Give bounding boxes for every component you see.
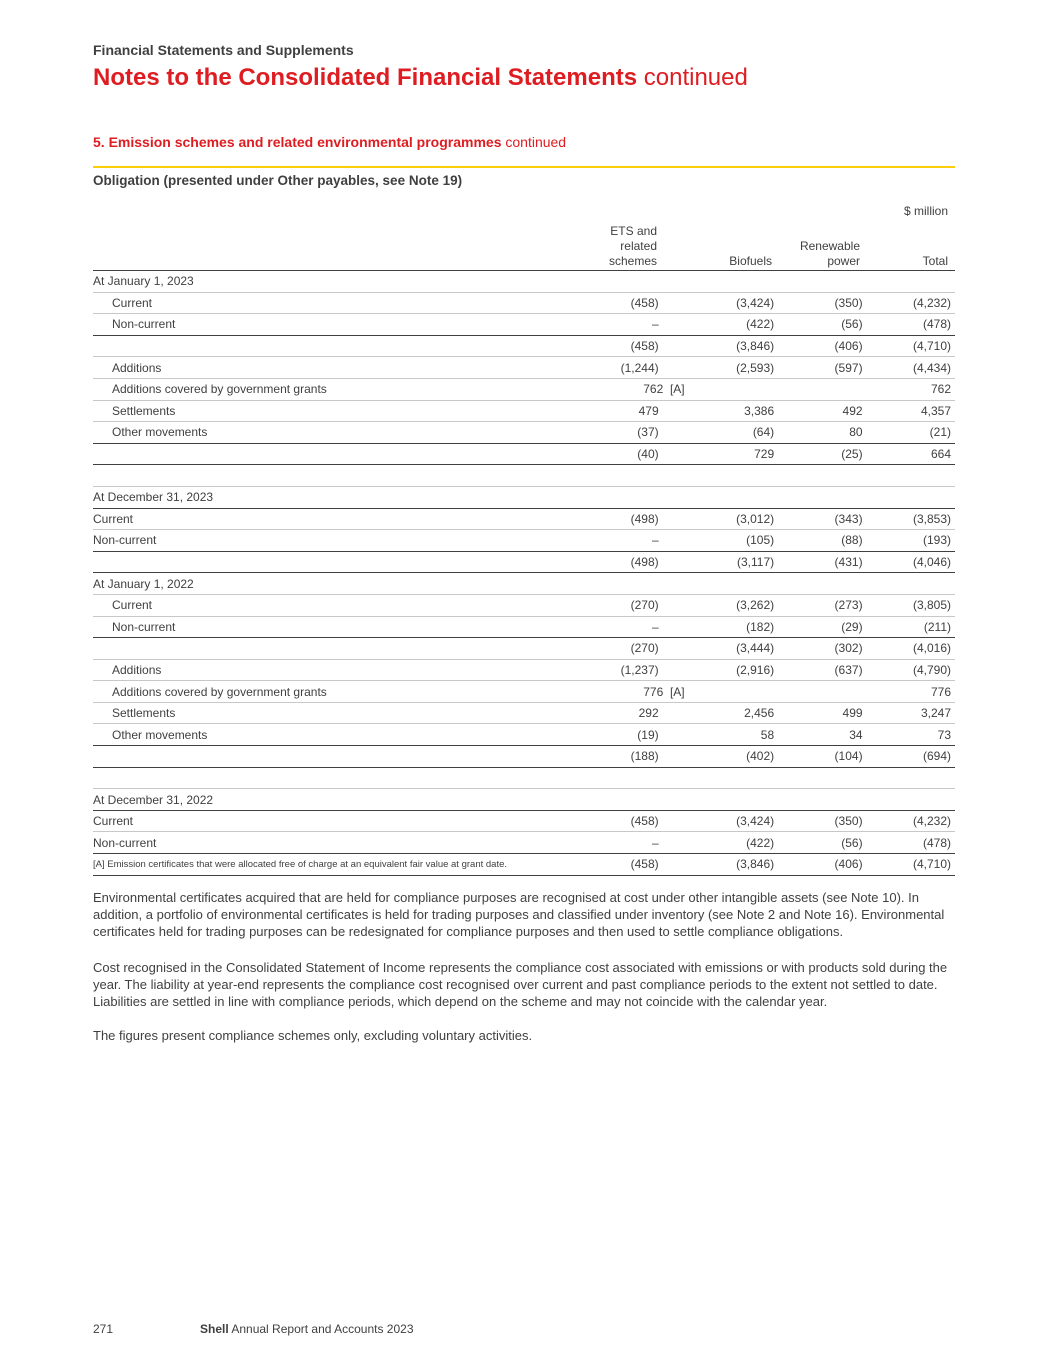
- cell-value: 3,386: [663, 400, 779, 422]
- cell-value: 3,247: [867, 702, 955, 724]
- cell-value: [867, 486, 955, 508]
- cell-value: (193): [867, 530, 955, 552]
- row-label: Settlements: [93, 400, 575, 422]
- cell-value: [663, 573, 779, 595]
- page-title-suffix: continued: [643, 64, 748, 91]
- cell-value: 664: [867, 443, 955, 465]
- table-row: [93, 789, 955, 811]
- cell-value: (3,262): [663, 594, 779, 616]
- cell-value: (478): [867, 314, 955, 336]
- cell-value: (498): [575, 508, 662, 530]
- cell-value: 729: [663, 443, 779, 465]
- cell-value: (431): [778, 551, 866, 573]
- cell-value: [575, 271, 662, 292]
- row-label: Additions: [93, 357, 575, 379]
- paragraph: Cost recognised in the Consolidated Statement of Income represents the compliance cost associated with emissions or with products sold during the year. The liability at year-end represents the compliance cost recognised over current and past compliance periods to the extent not settled to date. Liabilities are settled in line with compliance periods, which depend on the scheme and may not coincide with the calendar year.: [93, 960, 948, 1010]
- cell-value: 492: [778, 400, 866, 422]
- report-name: Annual Report and Accounts 2023: [231, 1322, 414, 1336]
- row-label: At December 31, 2022: [93, 789, 575, 811]
- section-title-suffix: continued: [505, 134, 567, 150]
- row-label: [93, 638, 575, 660]
- page-title: [93, 64, 748, 92]
- footnote: [A] Emission certificates that were allocated free of charge at an equivalent fair value at grant date.: [93, 859, 508, 870]
- row-label: Current: [93, 810, 575, 832]
- cell-value: [663, 767, 779, 789]
- table-row: [93, 638, 955, 660]
- cell-value: (3,424): [663, 810, 779, 832]
- cell-value: 479: [575, 400, 662, 422]
- cell-value: (458): [575, 810, 662, 832]
- table-row: [93, 616, 955, 638]
- cell-value: [663, 465, 779, 487]
- brand-name: Shell: [200, 1322, 229, 1336]
- row-label: Non-current: [93, 314, 575, 336]
- cell-value: [778, 486, 866, 508]
- footer-brand: [200, 1322, 414, 1336]
- column-header-biofuels: Biofuels: [729, 254, 772, 268]
- cell-value: 4,357: [867, 400, 955, 422]
- cell-value: (88): [778, 530, 866, 552]
- row-label: [93, 767, 575, 789]
- table-row: [93, 594, 955, 616]
- table-row: [93, 486, 955, 508]
- accent-divider: [93, 166, 955, 168]
- row-label: Additions: [93, 659, 575, 681]
- row-label: Non-current: [93, 832, 575, 854]
- cell-value: [778, 465, 866, 487]
- cell-value: (2,916): [663, 659, 779, 681]
- cell-value: (56): [778, 832, 866, 854]
- footnote-marker: [A]: [669, 684, 685, 699]
- row-label: Non-current: [93, 616, 575, 638]
- table-row: [93, 659, 955, 681]
- cell-value: (422): [663, 314, 779, 336]
- table-row: [93, 422, 955, 444]
- row-label: Other movements: [93, 422, 575, 444]
- cell-value: (40): [575, 443, 662, 465]
- row-label: Additions covered by government grants: [93, 378, 575, 400]
- cell-value: [778, 789, 866, 811]
- cell-value: (273): [778, 594, 866, 616]
- cell-value: (4,016): [867, 638, 955, 660]
- table-row: [93, 530, 955, 552]
- column-header-ets: [560, 224, 657, 269]
- table-row: [93, 702, 955, 724]
- cell-value: 776: [867, 681, 955, 703]
- cell-value: (406): [778, 335, 866, 357]
- cell-value: (1,244): [575, 357, 662, 379]
- units-label: $ million: [903, 204, 948, 218]
- cell-value: (637): [778, 659, 866, 681]
- cell-value: (105): [663, 530, 779, 552]
- obligation-table-body: [93, 271, 955, 875]
- cell-value: (21): [867, 422, 955, 444]
- cell-value: (19): [575, 724, 662, 746]
- cell-value: (64): [663, 422, 779, 444]
- cell-value: (4,434): [867, 357, 955, 379]
- cell-value: 499: [778, 702, 866, 724]
- cell-value: [575, 486, 662, 508]
- cell-value: [778, 681, 866, 703]
- cell-value: (498): [575, 551, 662, 573]
- cell-value: –: [575, 832, 662, 854]
- cell-value: (25): [778, 443, 866, 465]
- cell-value: (478): [867, 832, 955, 854]
- column-header-ets-line3: schemes: [608, 254, 657, 268]
- cell-value-text: 776: [643, 684, 664, 699]
- cell-value: 2,456: [663, 702, 779, 724]
- cell-value: [867, 573, 955, 595]
- row-label: At January 1, 2022: [93, 573, 575, 595]
- row-label: Current: [93, 292, 575, 314]
- cell-value: (3,805): [867, 594, 955, 616]
- row-label: At January 1, 2023: [93, 271, 575, 292]
- cell-value: 80: [778, 422, 866, 444]
- cell-value: –: [575, 314, 662, 336]
- cell-value: –: [575, 616, 662, 638]
- row-label: At December 31, 2023: [93, 486, 575, 508]
- row-label: Current: [93, 594, 575, 616]
- page-title-main: Notes to the Consolidated Financial Statements: [93, 64, 638, 91]
- paragraph: Environmental certificates acquired that are held for compliance purposes are recognised at cost under other intangible assets (see Note 10). In addition, a portfolio of environmental certificates is held for trading purposes and classified under inventory (see Note 2 and Note 16). Environmental certificates held for trading purposes can be redesignated for compliance purposes and then used to settle compliance obligations.: [93, 890, 945, 940]
- table-row: [93, 681, 955, 703]
- cell-value: 73: [867, 724, 955, 746]
- cell-value: [778, 271, 866, 292]
- cell-value: (270): [575, 594, 662, 616]
- cell-value: (211): [867, 616, 955, 638]
- obligation-table: [93, 271, 955, 876]
- table-row: [93, 746, 955, 768]
- cell-value: [867, 271, 955, 292]
- table-row: [93, 357, 955, 379]
- cell-value: (3,853): [867, 508, 955, 530]
- cell-value: (4,710): [867, 335, 955, 357]
- table-row: [93, 832, 955, 854]
- cell-value: [597, 681, 684, 703]
- column-header-total: Total: [922, 254, 948, 268]
- cell-value: [778, 378, 866, 400]
- column-header-ets-line2: related: [620, 239, 657, 253]
- cell-value: (3,424): [663, 292, 779, 314]
- cell-value: (422): [663, 832, 779, 854]
- cell-value: (458): [575, 854, 662, 876]
- cell-value: (3,117): [663, 551, 779, 573]
- cell-value: (1,237): [575, 659, 662, 681]
- cell-value: (4,232): [867, 292, 955, 314]
- cell-value: (56): [778, 314, 866, 336]
- cell-value: (597): [778, 357, 866, 379]
- cell-value: [867, 789, 955, 811]
- cell-value: (458): [575, 292, 662, 314]
- table-row: [93, 314, 955, 336]
- cell-value: (4,046): [867, 551, 955, 573]
- cell-value: [575, 767, 662, 789]
- row-label: Additions covered by government grants: [93, 681, 575, 703]
- cell-value: (37): [575, 422, 662, 444]
- row-label: Other movements: [93, 724, 575, 746]
- table-title: Obligation (presented under Other payables, see Note 19): [93, 173, 463, 188]
- row-label: [93, 746, 575, 768]
- cell-value: [663, 486, 779, 508]
- cell-value: 58: [663, 724, 779, 746]
- cell-value: (182): [663, 616, 779, 638]
- table-row: [93, 400, 955, 422]
- cell-value: 292: [575, 702, 662, 724]
- header-supertitle: Financial Statements and Supplements: [93, 42, 354, 58]
- paragraph: The figures present compliance schemes only, excluding voluntary activities.: [93, 1028, 533, 1043]
- column-header-renewable-line1: Renewable: [799, 239, 860, 253]
- cell-value: (302): [778, 638, 866, 660]
- cell-value: (694): [867, 746, 955, 768]
- table-row: [93, 443, 955, 465]
- cell-value: [663, 789, 779, 811]
- cell-value: (4,790): [867, 659, 955, 681]
- table-row: [93, 551, 955, 573]
- cell-value: 762: [867, 378, 955, 400]
- section-title-main: 5. Emission schemes and related environmental programmes: [93, 134, 502, 150]
- cell-value: (402): [663, 746, 779, 768]
- cell-value: (188): [575, 746, 662, 768]
- table-row: [93, 335, 955, 357]
- cell-value: [663, 271, 779, 292]
- cell-value: (4,232): [867, 810, 955, 832]
- cell-value: [575, 465, 662, 487]
- column-header-ets-line1: ETS and: [610, 224, 657, 238]
- row-label: Current: [93, 508, 575, 530]
- cell-value: [575, 789, 662, 811]
- cell-value: [778, 573, 866, 595]
- cell-value: [867, 767, 955, 789]
- cell-value: (3,444): [663, 638, 779, 660]
- table-row: [93, 767, 955, 789]
- cell-value: 34: [778, 724, 866, 746]
- cell-value: (2,593): [663, 357, 779, 379]
- section-title: [93, 134, 566, 150]
- cell-value: (29): [778, 616, 866, 638]
- cell-value: (350): [778, 292, 866, 314]
- row-label: [93, 551, 575, 573]
- table-row: [93, 378, 955, 400]
- table-row: [93, 292, 955, 314]
- cell-value: (4,710): [867, 854, 955, 876]
- cell-value: (458): [575, 335, 662, 357]
- page-number: 271: [93, 1322, 114, 1336]
- table-row: [93, 271, 955, 292]
- cell-value: (104): [778, 746, 866, 768]
- row-label: [93, 335, 575, 357]
- cell-value: (270): [575, 638, 662, 660]
- row-label: Settlements: [93, 702, 575, 724]
- cell-value: (3,012): [663, 508, 779, 530]
- column-header-renewable-line2: power: [827, 254, 860, 268]
- cell-value: [575, 573, 662, 595]
- table-row: [93, 724, 955, 746]
- cell-value: [597, 378, 684, 400]
- table-row: [93, 465, 955, 487]
- cell-value: (343): [778, 508, 866, 530]
- table-row: [93, 508, 955, 530]
- cell-value: –: [575, 530, 662, 552]
- cell-value: (350): [778, 810, 866, 832]
- cell-value-text: 762: [643, 382, 664, 397]
- column-header-renewable: [780, 239, 860, 269]
- footnote-marker: [A]: [669, 382, 685, 397]
- row-label: [93, 465, 575, 487]
- cell-value: (3,846): [663, 335, 779, 357]
- row-label: [93, 443, 575, 465]
- row-label: Non-current: [93, 530, 575, 552]
- cell-value: [778, 767, 866, 789]
- table-row: [93, 810, 955, 832]
- cell-value: [867, 465, 955, 487]
- cell-value: (406): [778, 854, 866, 876]
- cell-value: (3,846): [663, 854, 779, 876]
- table-row: [93, 573, 955, 595]
